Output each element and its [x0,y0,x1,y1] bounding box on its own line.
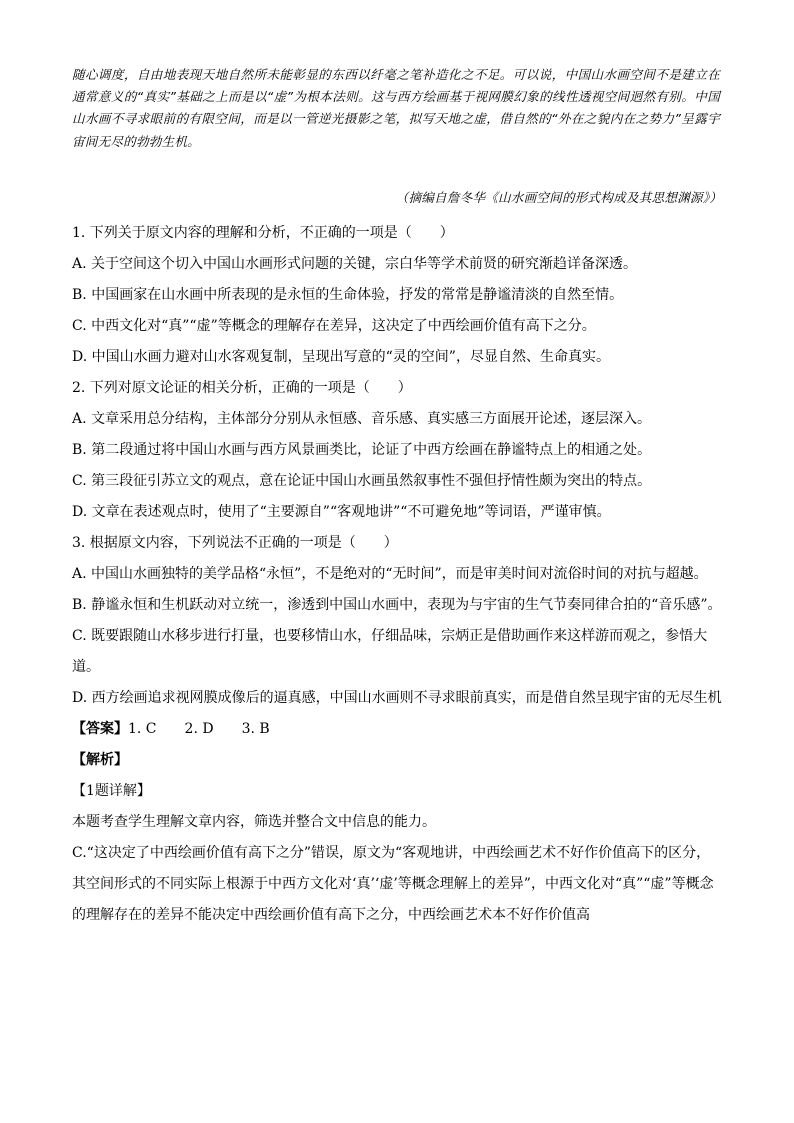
question-3-option-a: A. 中国山水画独特的美学品格“永恒”，不是绝对的“无时间”，而是审美时间对流俗时间的对抗与超越。 [72,566,708,582]
passage-excerpt [72,64,720,153]
questions-section [72,218,722,931]
question-2-stem: 2. 下列对原文论证的相关分析，正确的一项是（ ） [72,380,412,396]
question-2-option-a: A. 文章采用总分结构，主体部分分别从永恒感、音乐感、真实感三方面展开论述，逐层深入。 [72,411,652,427]
question-3-option-c: C. 既要跟随山水移步进行打量，也要移情山水，仔细品味，宗炳正是借助画作来这样游而观之，参悟大道。 [72,628,708,675]
question-1-option-d: D. 中国山水画力避对山水客观复制，呈现出写意的“灵的空间”，尽显自然、生命真实。 [72,349,610,365]
answer-line [72,714,722,745]
question-3-option-d: D. 西方绘画追求视网膜成像后的逼真感，中国山水画则不寻求眼前真实，而是借自然呈现宇宙的无尽生机 [72,690,722,706]
question-1-stem: 1. 下列关于原文内容的理解和分析，不正确的一项是（ ） [72,225,454,241]
question-1-option-c: C. 中西文化对“真”“虚”等概念的理解存在差异，这决定了中西绘画价值有高下之分。 [72,318,596,334]
question-1-option-b: B. 中国画家在山水画中所表现的是永恒的生命体验，抒发的常常是静谧清淡的自然至情。 [72,287,624,303]
question-1-option-a: A. 关于空间这个切入中国山水画形式问题的关键，宗白华等学术前贤的研究渐趋详备深透。 [72,256,638,272]
answer-item-3: 3. B [241,721,270,737]
answer-label: 【答案】 [72,721,128,737]
analysis-intro: 本题考查学生理解文章内容，筛选并整合文中信息的能力。 [72,814,436,830]
answer-item-2: 2. D [184,721,214,737]
analysis-detail-label: 【1题详解】 [72,783,151,799]
question-3-stem: 3. 根据原文内容，下列说法不正确的一项是（ ） [72,535,398,551]
question-2-option-b: B. 第二段通过将中国山水画与西方风景画类比，论证了中西方绘画在静谧特点上的相通之处。 [72,442,652,458]
answer-item-1: 1. C [128,721,157,737]
question-2-option-d: D. 文章在表述观点时，使用了“主要源自”“客观地讲”“不可避免地”等词语，严谨审慎。 [72,504,611,520]
question-2-option-c: C. 第三段征引苏立文的观点，意在论证中国山水画虽然叙事性不强但抒情性颇为突出的特点。 [72,473,652,489]
passage-text: 随心调度，自由地表现天地自然所未能彰显的东西以纤毫之笔补造化之不足。可以说，中国山水画空间不是建立在通常意义的“真实”基础之上而是以“虚”为根本法则。这与西方绘画基于视网膜幻象的线性透视空间迥然有别。中国山水画不寻求眼前的有限空间，而是以一管逆光摄影之笔，拟写天地之虚，借自然的“外在之貌内在之势力”呈露宇宙间无尽的勃勃生机。 [72,67,720,149]
analysis-label: 【解析】 [72,752,128,768]
passage-source: （摘编自詹冬华《山水画空间的形式构成及其思想渊源》） [395,190,722,205]
analysis-text: C.“这决定了中西绘画价值有高下之分”错误，原文为“客观地讲，中西绘画艺术不好作价值高下的区分，其空间形式的不同实际上根源于中西方文化对‘真’‘虚’等概念理解上的差异”，中西文化对“真”“虚”等概念的理解存在的差异不能决定中西绘画价值有高下之分，中西绘画艺术本不好作价值高 [72,845,714,923]
question-3-option-b: B. 静谧永恒和生机跃动对立统一，渗透到中国山水画中，表现为与宇宙的生气节奏同律合拍的“音乐感”。 [72,597,722,613]
